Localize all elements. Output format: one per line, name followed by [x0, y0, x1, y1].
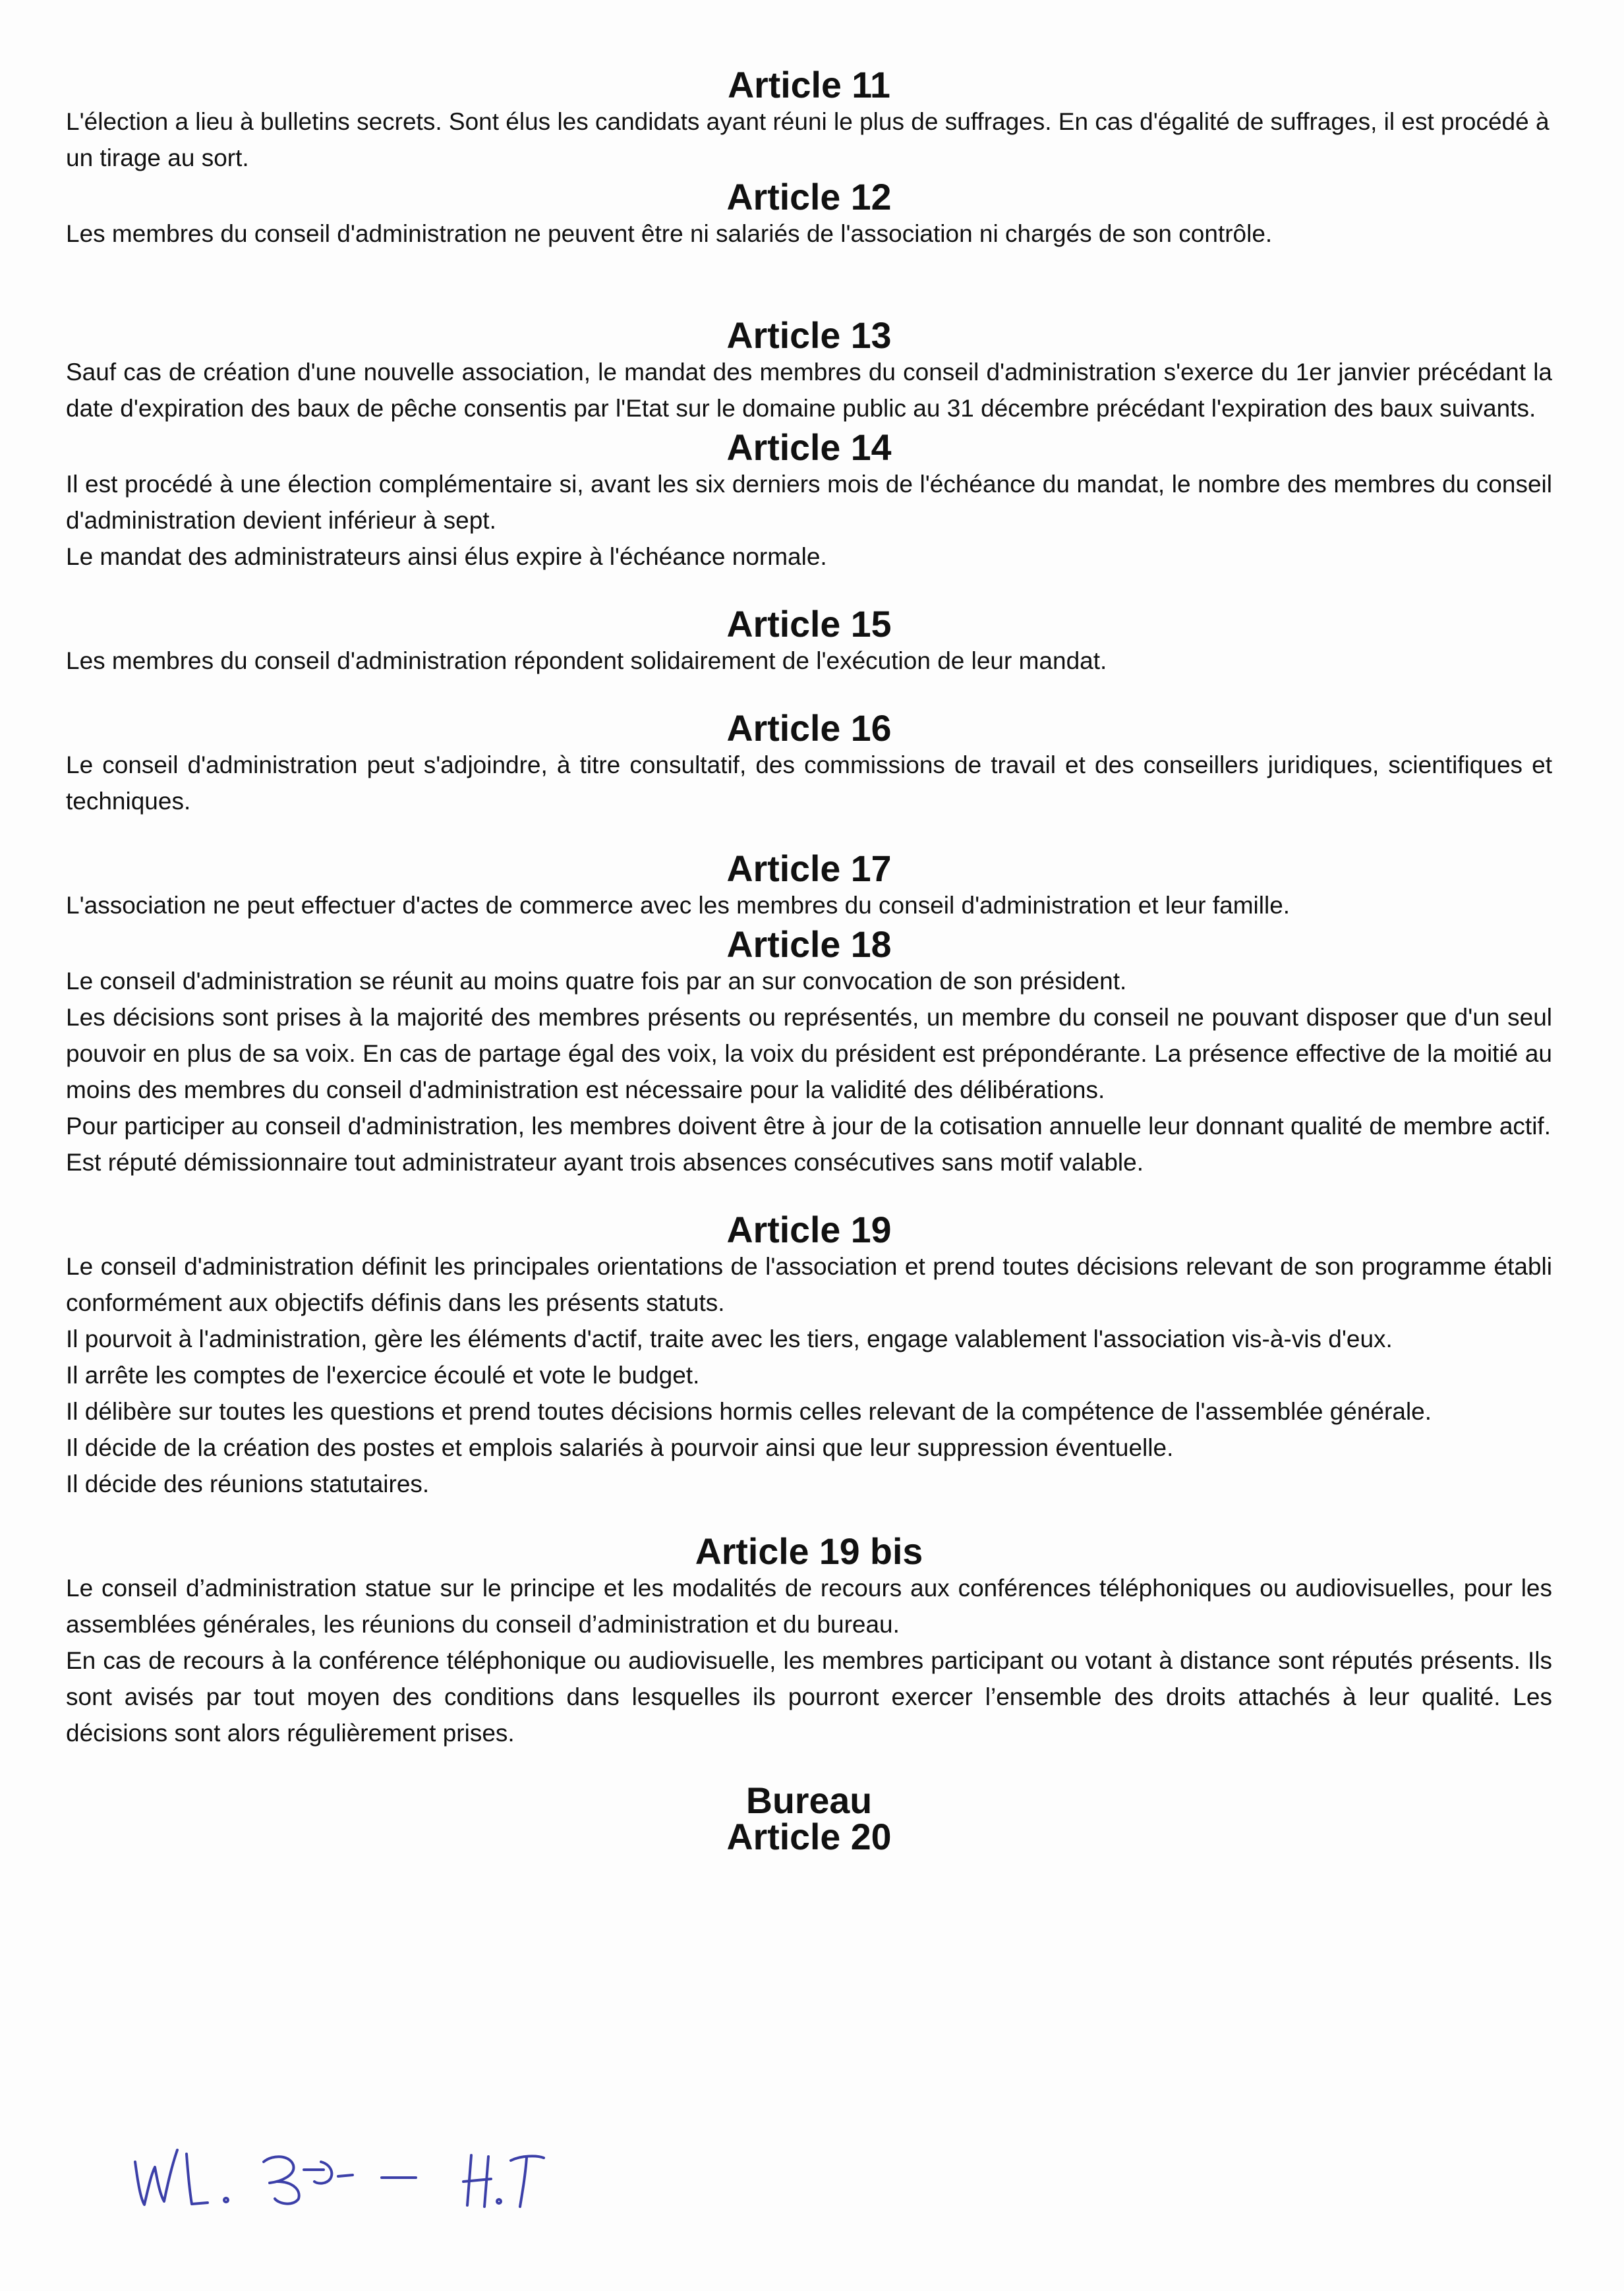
article-17-title: Article 17 — [726, 848, 892, 889]
article-19-text-6: Il décide des réunions statutaires. — [66, 1470, 430, 1497]
document-body — [66, 67, 1552, 1855]
signature-drawing — [129, 2135, 564, 2215]
article-11-title: Article 11 — [728, 65, 890, 105]
article-11-text: L'élection a lieu à bulletins secrets. Sont élus les candidats ayant réuni le plus de suffrages. En cas d'égalité de suffrages, il est procédé à un tirage au sort. — [66, 108, 1550, 171]
article-19-text-5: Il décide de la création des postes et emplois salariés à pourvoir ainsi que leur suppression éventuelle. — [66, 1434, 1174, 1461]
article-16-title: Article 16 — [726, 708, 892, 749]
article-18-text-2: Les décisions sont prises à la majorité des membres présents ou représentés, un membre du conseil ne pouvant disposer que d'un seul pouvoir en plus de sa voix. En cas de partage égal des voix, la voix du président est prépondérante. La présence effective de la moitié au moins des membres du conseil d'administration est nécessaire pour la validité des délibérations. — [66, 1004, 1552, 1103]
article-18-text-1: Le conseil d'administration se réunit au moins quatre fois par an sur convocation de son président. — [66, 968, 1127, 995]
article-19-text-3: Il arrête les comptes de l'exercice écoulé et vote le budget. — [66, 1362, 700, 1389]
article-19-text-1: Le conseil d'administration définit les principales orientations de l'association et prend toutes décisions relevant de son programme établi conformément aux objectifs définis dans les présents statuts. — [66, 1253, 1552, 1316]
article-12-text: Les membres du conseil d'administration ne peuvent être ni salariés de l'association ni chargés de son contrôle. — [66, 220, 1273, 247]
article-14-text-1: Il est procédé à une élection complémentaire si, avant les six derniers mois de l'échéance du mandat, le nombre des membres du conseil d'administration devient inférieur à sept. — [66, 471, 1552, 534]
article-19-bis-text-2: En cas de recours à la conférence téléphonique ou audiovisuelle, les membres participant ou votant à distance sont réputés présents. Ils sont avisés par tout moyen des conditions dans lesquelles ils pourront exercer l’ensemble des droits attachés à leur qualité. Les décisions sont alors régulièrement prises. — [66, 1647, 1552, 1747]
article-19-text-2: Il pourvoit à l'administration, gère les éléments d'actif, traite avec les tiers, engage valablement l'association vis-à-vis d'eux. — [66, 1325, 1393, 1352]
article-16-text: Le conseil d'administration peut s'adjoindre, à titre consultatif, des commissions de travail et des conseillers juridiques, scientifiques et techniques. — [66, 751, 1552, 815]
article-20-title: Article 20 — [726, 1816, 892, 1857]
section-heading-bureau: Bureau — [745, 1780, 873, 1821]
article-15-text: Les membres du conseil d'administration répondent solidairement de l'exécution de leur mandat. — [66, 647, 1107, 674]
article-18-title: Article 18 — [726, 924, 892, 965]
article-18-text-3: Pour participer au conseil d'administration, les membres doivent être à jour de la cotisation annuelle leur donnant qualité de membre actif. — [66, 1113, 1551, 1140]
article-15-title: Article 15 — [726, 604, 892, 645]
handwritten-initials — [129, 2135, 564, 2215]
article-14-text-2: Le mandat des administrateurs ainsi élus expire à l'échéance normale. — [66, 543, 827, 570]
article-13-text: Sauf cas de création d'une nouvelle association, le mandat des membres du conseil d'administration s'exerce du 1er janvier précédant la date d'expiration des baux de pêche consentis par l'Etat sur le domaine public au 31 décembre précédant l'expiration des baux suivants. — [66, 359, 1552, 422]
article-12-title: Article 12 — [726, 177, 892, 218]
article-19-bis-text-1: Le conseil d’administration statue sur le principe et les modalités de recours aux conférences téléphoniques ou audiovisuelles, pour les assemblées générales, les réunions du conseil d’administration et du bureau. — [66, 1575, 1552, 1638]
article-19-text-4: Il délibère sur toutes les questions et prend toutes décisions hormis celles relevant de la compétence de l'assemblée générale. — [66, 1398, 1432, 1425]
article-19-bis-title: Article 19 bis — [695, 1531, 923, 1572]
article-17-text: L'association ne peut effectuer d'actes de commerce avec les membres du conseil d'administration et leur famille. — [66, 892, 1290, 919]
article-13-title: Article 13 — [726, 315, 892, 356]
article-14-title: Article 14 — [726, 427, 892, 468]
article-19-title: Article 19 — [726, 1209, 892, 1250]
article-18-text-4: Est réputé démissionnaire tout administrateur ayant trois absences consécutives sans motif valable. — [66, 1149, 1144, 1176]
